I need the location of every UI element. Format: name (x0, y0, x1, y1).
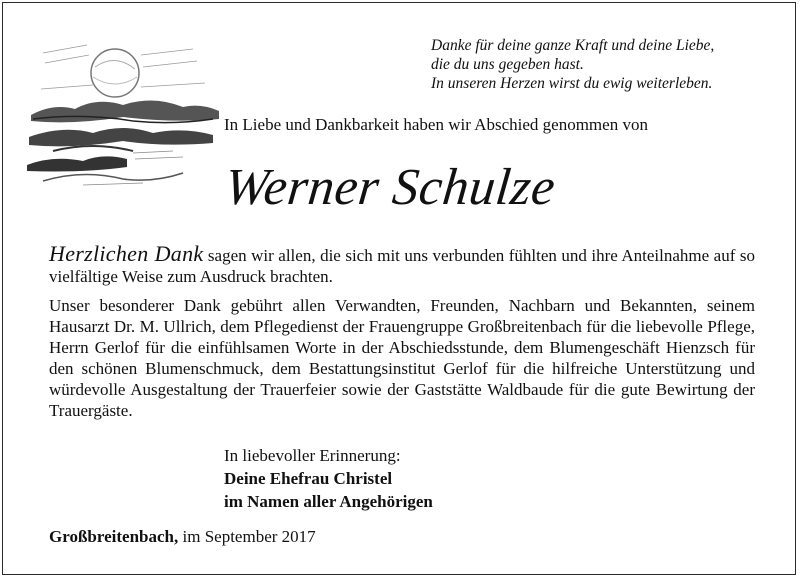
landscape-sun-illustration (23, 33, 223, 193)
place-town: Großbreitenbach, (49, 527, 179, 546)
quote-line-3: In unseren Herzen wirst du ewig weiterleben. (431, 75, 713, 92)
thanks-heading: Herzlichen Dank (49, 241, 204, 266)
farewell-intro: In Liebe und Dankbarkeit haben wir Abschied genommen von (224, 115, 648, 134)
place-and-date (49, 527, 316, 547)
closing-signature (224, 444, 433, 513)
memorial-quote (431, 36, 714, 93)
quote-line-1: Danke für deine ganze Kraft und deine Liebe, (431, 37, 715, 54)
thanks-paragraph-text: sagen wir allen, die sich mit uns verbunden fühlten und ihre Anteilnahme auf so vielfältige Weise zum Ausdruck brachten. (49, 246, 755, 286)
deceased-name: Werner Schulze (222, 159, 559, 216)
thanks-text (49, 243, 755, 429)
closing-line-1: In liebevoller Erinnerung: (224, 446, 401, 465)
place-date: im September 2017 (178, 527, 316, 546)
obituary-card (2, 2, 796, 575)
closing-line-3: im Namen aller Angehörigen (224, 492, 433, 511)
thanks-paragraph (49, 243, 755, 287)
quote-line-2: die du uns gegeben hast. (431, 56, 584, 73)
closing-line-2: Deine Ehefrau Christel (224, 469, 393, 488)
acknowledgements-paragraph: Unser besonderer Dank gebührt allen Verwandten, Freunden, Nachbarn und Bekannten, seinem Hausarzt Dr. M. Ullrich, dem Pflegedienst der Frauengruppe Großbreitenbach für die liebevolle Pflege, Herrn Gerlof für die einfühlsamen Worte in der Abschiedsstunde, dem Blumengeschäft Hienzsch für den schönen Blumenschmuck, dem Bestattungsinstitut Gerlof für die hilfreiche Unterstützung und würdevolle Ausgestaltung der Trauerfeier sowie der Gaststätte Waldbaude für die gute Bewirtung der Trauergäste. (49, 296, 755, 420)
